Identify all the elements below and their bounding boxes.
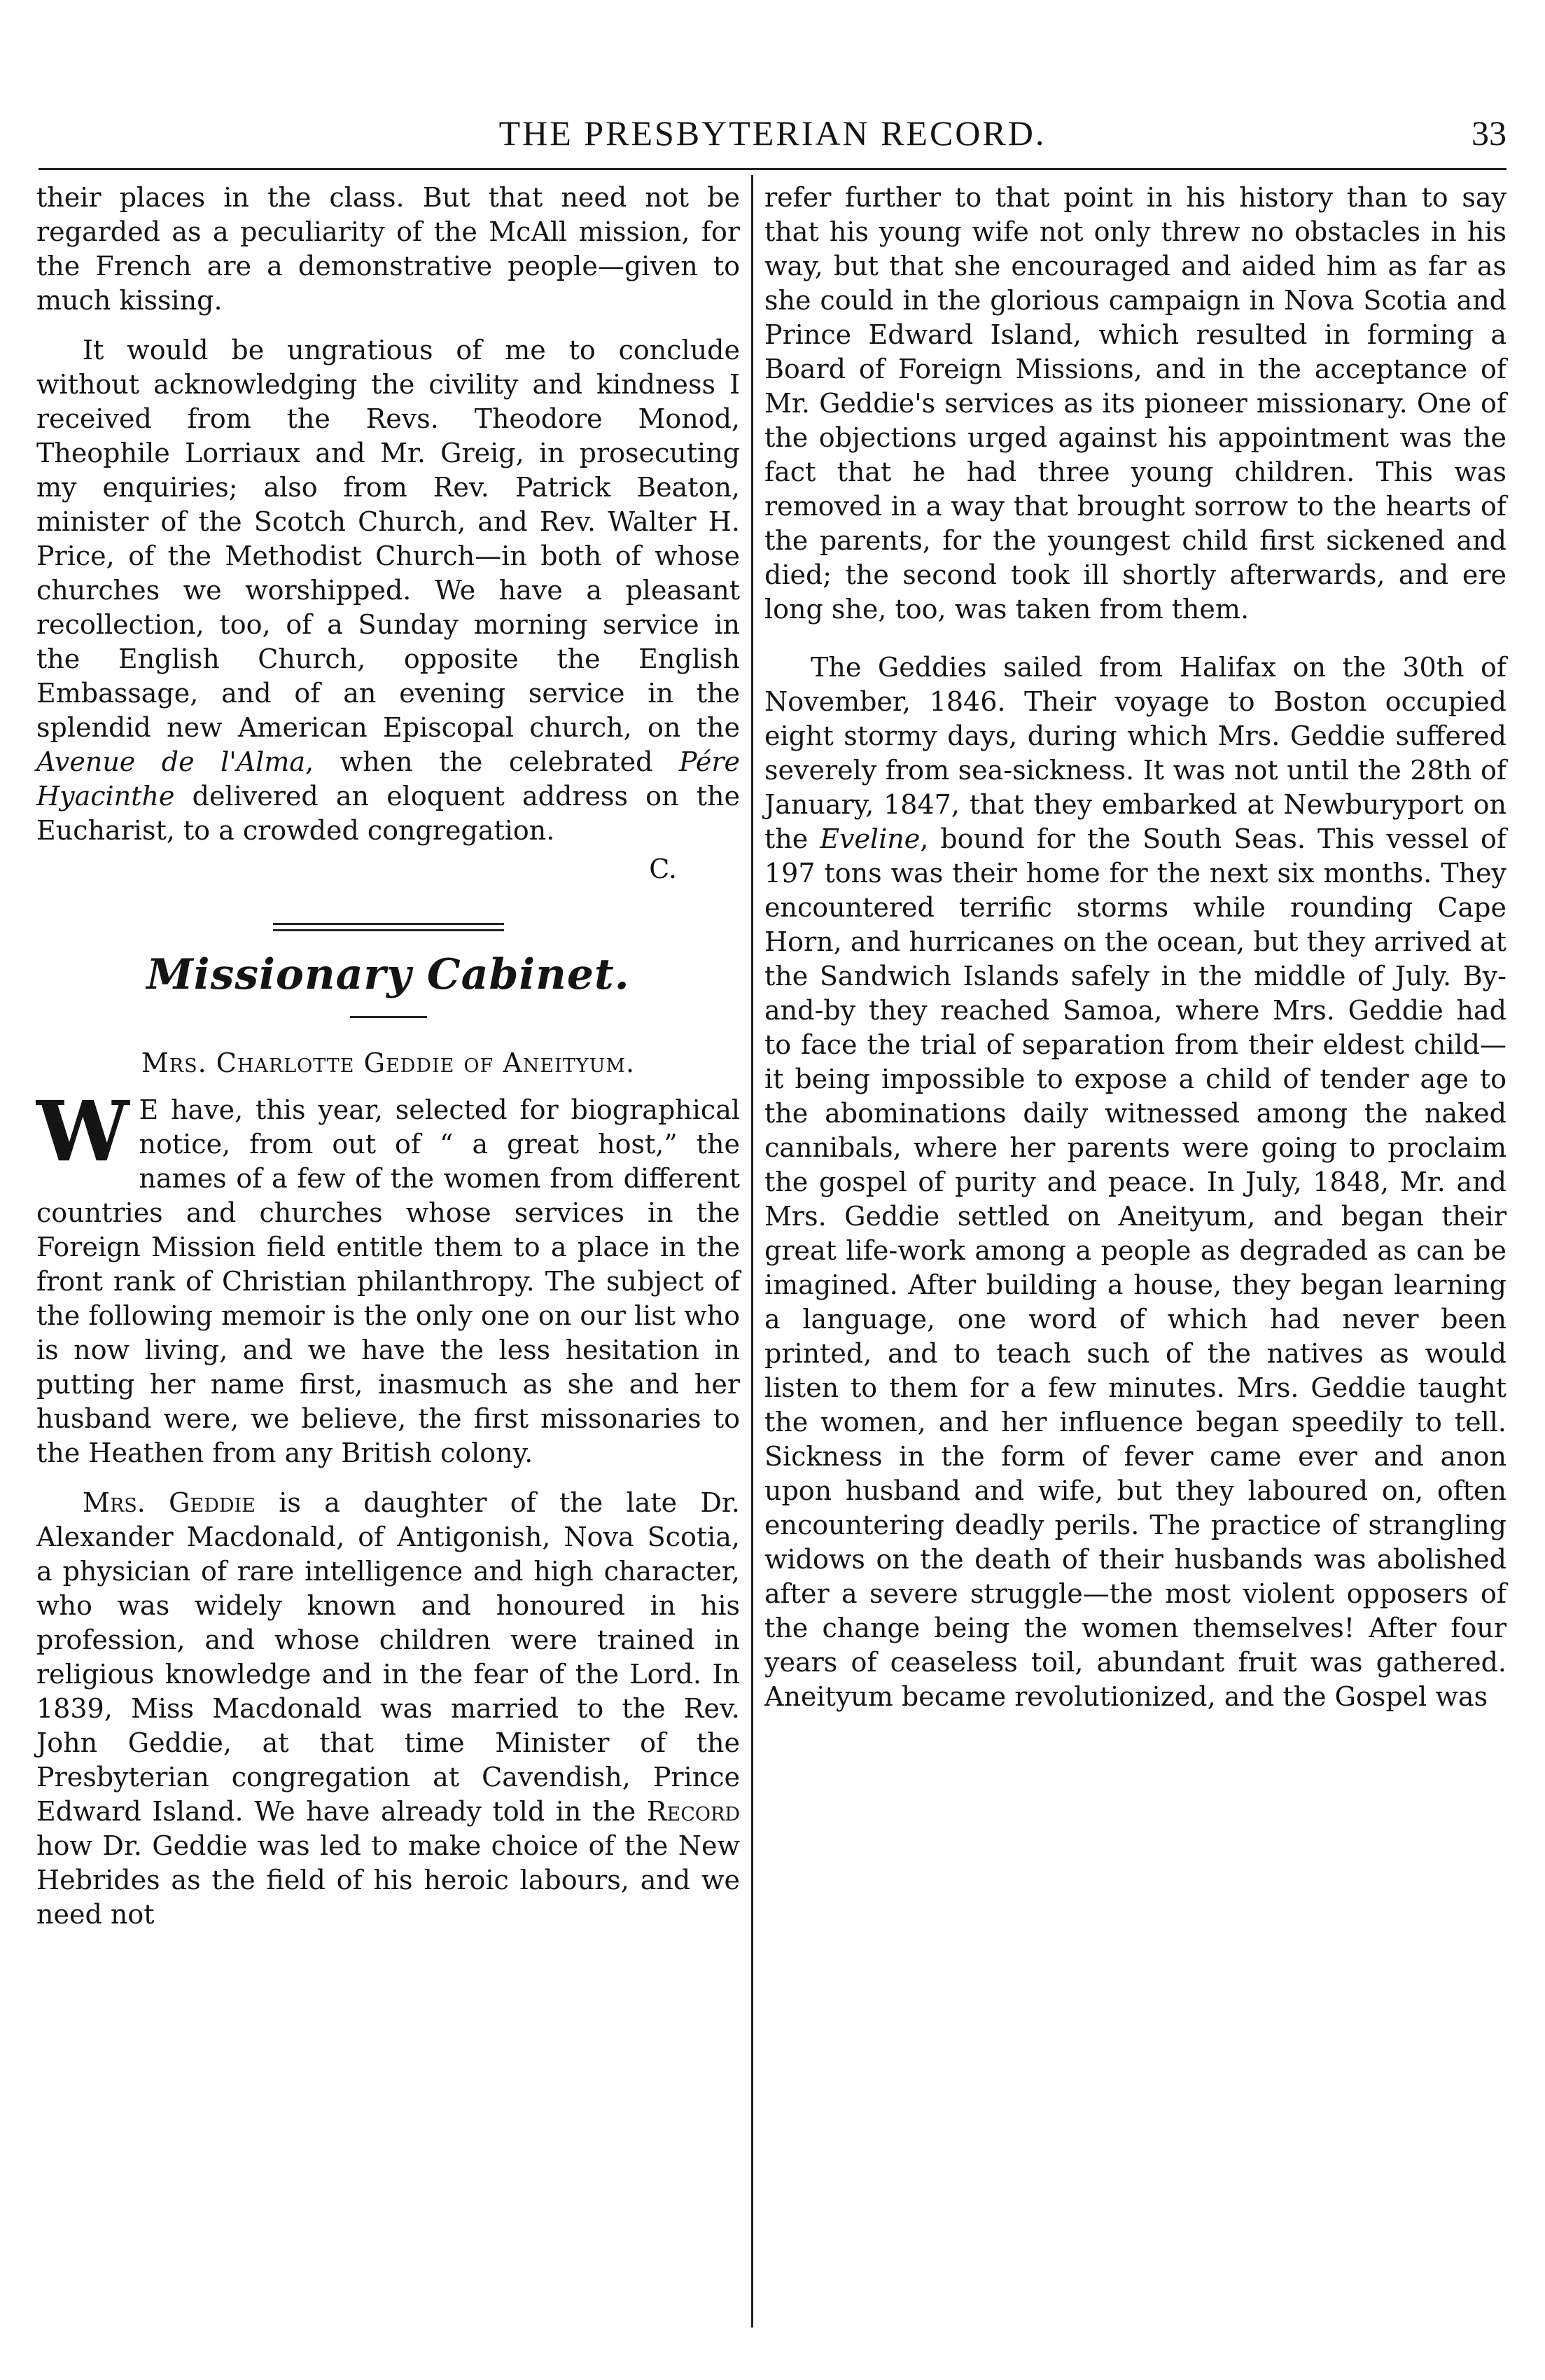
italic-text: Pére Hyacinthe — [36, 746, 740, 812]
paragraph — [36, 1083, 740, 1470]
left-column — [36, 181, 740, 1932]
italic-text: Avenue de l'Alma — [36, 746, 306, 777]
paragraph-text: how Dr. Geddie was led to make choice of the New Hebrides as the field of his heroic labours, and we need not — [36, 1830, 740, 1930]
paragraph — [36, 1486, 740, 1932]
section-short-rule — [350, 1016, 427, 1018]
right-column — [764, 181, 1506, 1714]
paragraph-text: , when the celebrated — [305, 746, 679, 777]
paragraph-text: E have, this year, selected for biographical notice, from out of “ a great host,” the names of a few of the women from different countries and churches whose services in the Foreign Mission field entitle them to a place in the front rank of Christian philanthropy. The subject of the following memoir is the only one on our list who is now living, and we have the less hesitation in putting her name first, inasmuch as she and her husband were, we believe, the first missonaries to the Heathen from any British colony. — [36, 1094, 740, 1468]
drop-cap: W — [36, 1083, 130, 1180]
column-divider — [751, 175, 753, 2327]
paragraph-text: is a daughter of the late Dr. Alexander Macdonald, of Antigonish, Nova Scotia, a physician of rare intelligence and high character, who was widely known and honoured in his profession, and whose children were trained in religious knowledge and in the fear of the Lord. In 1839, Miss Macdonald was married to the Rev. John Geddie, at that time Minister of the Presbyterian congregation at Cavendish, Prince Edward Island. We have already told in the — [36, 1487, 740, 1827]
small-caps-text: Mrs. Geddie — [83, 1487, 256, 1518]
paragraph-text: delivered an eloquent address on the Eucharist, to a crowded congregation. — [36, 781, 740, 846]
paragraph — [764, 650, 1506, 1714]
small-caps-text: Record — [646, 1796, 740, 1827]
paragraph: refer further to that point in his history than to say that his young wife not only threw no obstacles in his way, but that she encouraged and aided him as far as she could in the glorious campaign in Nova Scotia and Prince Edward Island, which resulted in forming a Board of Foreign Missions, and in the acceptance of Mr. Geddie's services as its pioneer missionary. One of the objections urged against his appointment was the fact that he had three young children. This was removed in a way that brought sorrow to the hearts of the parents, for the youngest child first sickened and died; the second took ill shortly afterwards, and ere long she, too, was taken from them. — [764, 182, 1506, 625]
paragraph — [36, 333, 740, 848]
page-header — [39, 112, 1506, 161]
paragraph-text: It would be ungratious of me to conclude without acknowledging the civility and kindness I received from the Revs. Theodore Monod, Theophile Lorriaux and Mr. Greig, in prosecuting my enquiries; also from Rev. Patrick Beaton, minister of the Scotch Church, and Rev. Walter H. Price, of the Methodist Church—in both of whose churches we worshipped. We have a pleasant recollection, too, of a Sunday morning service in the English Church, opposite the English Embassage, and of an evening service in the splendid new American Episcopal church, on the — [36, 335, 740, 743]
italic-text: Eveline — [820, 823, 921, 854]
paragraph: their places in the class. But that need not be regarded as a peculiarity of the McAll mission, for the French are a demonstrative people—given to much kissing. — [36, 182, 740, 316]
paragraph-text: The Geddies sailed from Halifax on the 30th of November, 1846. Their voyage to Boston occupied eight stormy days, during which Mrs. Geddie suffered severely from sea-sickness. It was not until the 28th of January, 1847, that they embarked at Newburyport on the — [764, 652, 1506, 854]
section-title: Missionary Cabinet. — [146, 950, 630, 999]
header-rule — [39, 168, 1506, 170]
article-title: Mrs. Charlotte Geddie of Aneityum. — [141, 1048, 636, 1078]
signature: C. — [649, 854, 677, 884]
paragraph-text: , bound for the South Seas. This vessel of 197 tons was their home for the next six months. They encountered terrific storms while rounding Cape Horn, and hurricanes on the ocean, but they arrived at the Sandwich Islands safely in the middle of July. By-and-by they reached Samoa, where Mrs. Geddie had to face the trial of separation from their eldest child—it being impossible to expose a child of tender age to the abominations daily witnessed among the naked cannibals, where her parents were going to proclaim the gospel of purity and peace. In July, 1848, Mr. and Mrs. Geddie settled on Aneityum, and began their great life-work among a people as degraded as can be imagined. After building a house, they began learning a language, one word of which had never been printed, and to teach such of the natives as would listen to them for a few minutes. Mrs. Geddie taught the women, and her influence began speedily to tell. Sickness in the form of fever came ever and anon upon husband and wife, but they laboured on, often encountering deadly perils. The practice of strangling widows on the death of their husbands was abolished after a severe struggle—the most violent opposers of the change being the women themselves! After four years of ceaseless toil, abundant fruit was gathered. Aneityum became revolutionized, and the Gospel was — [764, 823, 1506, 1712]
page-number: 33 — [1471, 113, 1506, 153]
section-double-rule — [273, 923, 504, 931]
running-title: THE PRESBYTERIAN RECORD. — [498, 113, 1047, 153]
